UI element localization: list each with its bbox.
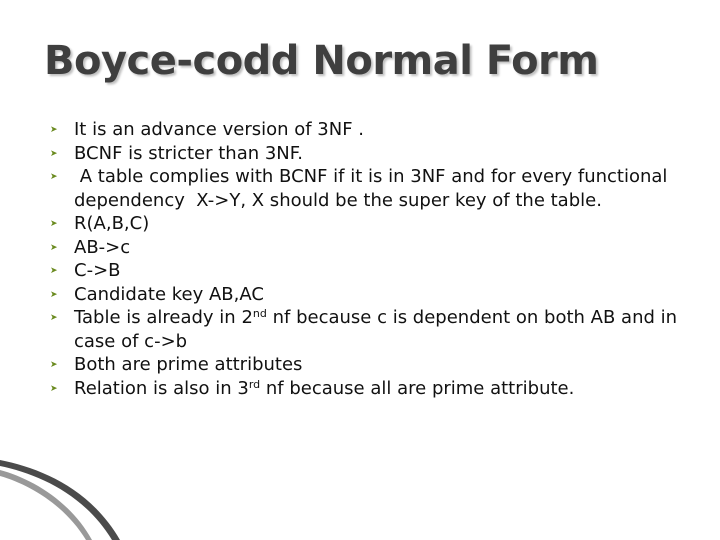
arrow-bullet-icon: ➤ [50,266,58,276]
list-item [48,259,688,283]
item-text: Both are prime attributes [74,354,303,375]
list-item [48,283,688,307]
arrow-bullet-icon: ➤ [50,219,58,229]
item-text: Candidate key AB,AC [74,283,264,305]
arrow-bullet-icon: ➤ [50,242,58,253]
item-text-before: Table is already in 2 [74,307,253,328]
arrow-bullet-icon: ➤ [50,383,58,394]
arrow-bullet-icon: ➤ [50,289,58,300]
ordinal-suffix: rd [248,377,261,391]
list-item [48,118,688,142]
ordinal-suffix: nd [252,307,267,320]
arrow-bullet-icon: ➤ [50,125,58,135]
slide-content [48,118,688,400]
list-item [48,236,688,260]
list-item [48,142,688,166]
item-text: BCNF is stricter than 3NF. [74,142,303,164]
arrow-bullet-icon: ➤ [50,313,58,323]
item-text: C->B [74,260,121,281]
item-text: AB->c [74,236,131,258]
list-item [48,353,688,377]
list-item [48,306,688,353]
slide-title: Boyce-codd Normal Form [44,38,599,84]
item-text-after: nf because all are prime attribute. [260,377,575,399]
list-item [48,212,688,236]
bullet-list [48,118,688,400]
item-text: A table complies with BCNF if it is in 3NF and for every functional dependency X->Y, X should be the super key of the table. [74,166,674,211]
decorative-corner-swoosh [0,460,720,540]
item-text: It is an advance version of 3NF . [74,119,365,140]
item-text: R(A,B,C) [74,213,150,234]
list-item [48,165,688,212]
arrow-bullet-icon: ➤ [50,148,58,159]
item-text-after: nf because c is dependent on both AB and in case of c->b [74,307,678,352]
arrow-bullet-icon: ➤ [50,360,58,370]
list-item [48,377,688,401]
arrow-bullet-icon: ➤ [50,172,58,182]
item-text-before: Relation is also in 3 [74,377,249,399]
